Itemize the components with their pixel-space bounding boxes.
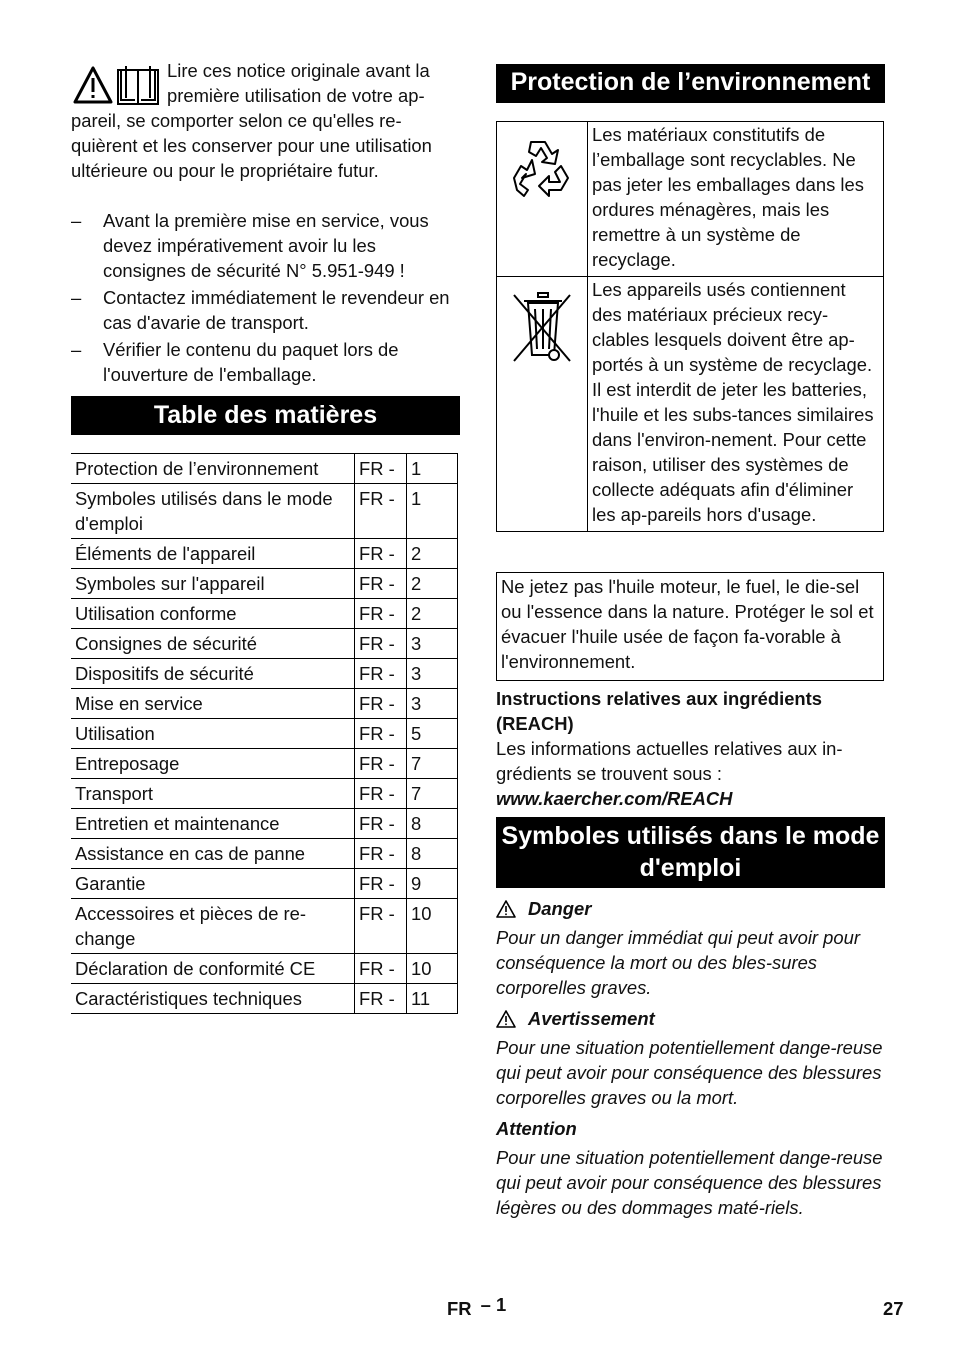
symbol-danger bbox=[496, 896, 885, 1000]
toc-entry-prefix: FR - bbox=[355, 899, 407, 954]
toc-entry-prefix: FR - bbox=[355, 599, 407, 629]
toc-entry-page: 9 bbox=[407, 869, 458, 899]
bullet-dash: – bbox=[71, 287, 82, 308]
bullet-dash: – bbox=[71, 339, 82, 360]
toc-entry-prefix: FR - bbox=[355, 454, 407, 484]
toc-entry-title: Symboles utilisés dans le mode d'emploi bbox=[71, 484, 355, 539]
toc-entry-title: Éléments de l'appareil bbox=[71, 539, 355, 569]
toc-entry-prefix: FR - bbox=[355, 689, 407, 719]
symbol-label: Avertissement bbox=[528, 1008, 655, 1029]
warning-triangle-icon bbox=[496, 1010, 516, 1028]
toc-entry-prefix: FR - bbox=[355, 539, 407, 569]
toc-entry-page: 5 bbox=[407, 719, 458, 749]
toc-entry-title: Accessoires et pièces de re-change bbox=[71, 899, 355, 954]
toc-table bbox=[71, 453, 458, 1014]
toc-entry-title: Utilisation bbox=[71, 719, 355, 749]
toc-row[interactable] bbox=[71, 869, 458, 899]
toc-entry-page: 8 bbox=[407, 809, 458, 839]
toc-entry-title: Entreposage bbox=[71, 749, 355, 779]
toc-entry-page: 3 bbox=[407, 659, 458, 689]
toc-entry-title: Transport bbox=[71, 779, 355, 809]
oil-note-box: Ne jetez pas l'huile moteur, le fuel, le die-sel ou l'essence dans la nature. Protéger le sol et évacuer l'huile usée de façon fa-vorable à l'environnement. bbox=[496, 572, 884, 681]
environment-text-2: Les appareils usés contiennent des matériaux précieux recy-clables lesquels doivent être ap-portés à un système de recyclage. Il est interdit de jeter les batteries, l'huile et les subs-tances similaires dans l'environ-nement. Pour cette raison, utiliser des systèmes de collecte adéquats afin d'éliminer les ap-pareils hors d'usage. bbox=[588, 277, 884, 532]
reach-link[interactable]: www.kaercher.com/REACH bbox=[496, 788, 733, 809]
symbol-warning bbox=[496, 1006, 885, 1110]
symbol-text: Pour un danger immédiat qui peut avoir pour conséquence la mort ou des bles-sures corporelles graves. bbox=[496, 927, 860, 998]
toc-entry-prefix: FR - bbox=[355, 569, 407, 599]
symbol-text: Pour une situation potentiellement dange-reuse qui peut avoir pour conséquence des blessures corporelles graves ou la mort. bbox=[496, 1037, 883, 1108]
toc-entry-prefix: FR - bbox=[355, 719, 407, 749]
toc-row[interactable] bbox=[71, 689, 458, 719]
recycle-icon bbox=[505, 134, 579, 212]
warning-and-manual-icon bbox=[71, 62, 161, 108]
toc-row[interactable] bbox=[71, 779, 458, 809]
toc-entry-prefix: FR - bbox=[355, 484, 407, 539]
toc-entry-page: 2 bbox=[407, 569, 458, 599]
toc-entry-page: 1 bbox=[407, 454, 458, 484]
toc-entry-title: Garantie bbox=[71, 869, 355, 899]
toc-entry-prefix: FR - bbox=[355, 984, 407, 1014]
toc-row[interactable] bbox=[71, 719, 458, 749]
reach-body: Les informations actuelles relatives aux in-grédients se trouvent sous : bbox=[496, 738, 843, 784]
toc-row[interactable] bbox=[71, 954, 458, 984]
reach-heading: Instructions relatives aux ingrédients (REACH) bbox=[496, 688, 823, 734]
footer-page-number: 27 bbox=[883, 1298, 904, 1319]
intro-line-2: première utilisation de votre ap- bbox=[167, 85, 425, 106]
toc-entry-title: Utilisation conforme bbox=[71, 599, 355, 629]
toc-row[interactable] bbox=[71, 484, 458, 539]
toc-row[interactable] bbox=[71, 454, 458, 484]
toc-row[interactable] bbox=[71, 839, 458, 869]
toc-entry-title: Assistance en cas de panne bbox=[71, 839, 355, 869]
manual-book-icon bbox=[118, 66, 158, 104]
toc-entry-prefix: FR - bbox=[355, 659, 407, 689]
footer-local-page: – 1 bbox=[480, 1294, 507, 1315]
toc-heading: Table des matières bbox=[71, 396, 460, 435]
reach-body-block bbox=[496, 736, 885, 811]
symbol-heading bbox=[496, 896, 885, 921]
toc-entry-prefix: FR - bbox=[355, 749, 407, 779]
bullet-text: Vérifier le contenu du paquet lors de l'ouverture de l'emballage. bbox=[103, 339, 399, 385]
table-row bbox=[497, 277, 884, 532]
intro-line-1: Lire ces notice originale avant la bbox=[167, 60, 430, 81]
toc-entry-page: 7 bbox=[407, 749, 458, 779]
list-item bbox=[71, 285, 460, 335]
footer-section-label bbox=[447, 1294, 507, 1320]
bullet-dash: – bbox=[71, 210, 82, 231]
toc-entry-page: 2 bbox=[407, 599, 458, 629]
list-item bbox=[71, 208, 460, 283]
symbol-heading bbox=[496, 1116, 885, 1141]
intro-bullet-list bbox=[71, 208, 460, 389]
toc-row[interactable] bbox=[71, 984, 458, 1014]
symbol-attention bbox=[496, 1116, 885, 1220]
warning-triangle-icon bbox=[75, 68, 111, 102]
toc-entry-page: 2 bbox=[407, 539, 458, 569]
footer-section: FR bbox=[447, 1298, 472, 1319]
toc-row[interactable] bbox=[71, 809, 458, 839]
toc-entry-page: 11 bbox=[407, 984, 458, 1014]
toc-entry-title: Mise en service bbox=[71, 689, 355, 719]
intro-block bbox=[71, 58, 460, 183]
toc-entry-page: 8 bbox=[407, 839, 458, 869]
toc-entry-title: Caractéristiques techniques bbox=[71, 984, 355, 1014]
icon-cell bbox=[497, 277, 588, 532]
symbol-label: Attention bbox=[496, 1118, 577, 1139]
toc-entry-page: 1 bbox=[407, 484, 458, 539]
toc-entry-title: Entretien et maintenance bbox=[71, 809, 355, 839]
toc-row[interactable] bbox=[71, 629, 458, 659]
toc-row[interactable] bbox=[71, 599, 458, 629]
toc-entry-prefix: FR - bbox=[355, 869, 407, 899]
symbols-heading: Symboles utilisés dans le mode d'emploi bbox=[496, 817, 885, 888]
toc-row[interactable] bbox=[71, 569, 458, 599]
list-item bbox=[71, 337, 460, 387]
toc-entry-page: 3 bbox=[407, 629, 458, 659]
toc-entry-title: Symboles sur l'appareil bbox=[71, 569, 355, 599]
toc-entry-prefix: FR - bbox=[355, 779, 407, 809]
warning-triangle-icon bbox=[496, 900, 516, 918]
intro-rest: pareil, se comporter selon ce qu'elles re-quièrent et les conserver pour une utilisation ultérieure ou pour le propriétaire futur. bbox=[71, 110, 432, 181]
toc-entry-title: Protection de l’environnement bbox=[71, 454, 355, 484]
symbol-heading bbox=[496, 1006, 885, 1031]
toc-row[interactable] bbox=[71, 749, 458, 779]
environment-text-1: Les matériaux constitutifs de l’emballage sont recyclables. Ne pas jeter les emballages dans les ordures ménagères, mais les remettre à un système de recyclage. bbox=[588, 122, 884, 277]
toc-entry-prefix: FR - bbox=[355, 954, 407, 984]
toc-entry-page: 10 bbox=[407, 899, 458, 954]
environment-table bbox=[496, 121, 884, 532]
symbol-label: Danger bbox=[528, 898, 592, 919]
toc-entry-page: 10 bbox=[407, 954, 458, 984]
bullet-text: Avant la première mise en service, vous devez impérativement avoir lu les consignes de sécurité N° 5.951-949 ! bbox=[103, 210, 429, 281]
crossed-bin-icon bbox=[510, 289, 574, 365]
toc-entry-title: Dispositifs de sécurité bbox=[71, 659, 355, 689]
toc-entry-prefix: FR - bbox=[355, 839, 407, 869]
bullet-text: Contactez immédiatement le revendeur en cas d'avarie de transport. bbox=[103, 287, 450, 333]
environment-heading: Protection de l’environnement bbox=[496, 64, 885, 103]
toc-row[interactable] bbox=[71, 899, 458, 954]
toc-row[interactable] bbox=[71, 539, 458, 569]
toc-entry-page: 7 bbox=[407, 779, 458, 809]
table-row bbox=[497, 122, 884, 277]
toc-entry-title: Consignes de sécurité bbox=[71, 629, 355, 659]
symbol-text: Pour une situation potentiellement dange-reuse qui peut avoir pour conséquence des blessures légères ou des dommages maté-riels. bbox=[496, 1147, 883, 1218]
toc-entry-prefix: FR - bbox=[355, 809, 407, 839]
icon-cell bbox=[497, 122, 588, 277]
toc-entry-prefix: FR - bbox=[355, 629, 407, 659]
toc-row[interactable] bbox=[71, 659, 458, 689]
toc-entry-title: Déclaration de conformité CE bbox=[71, 954, 355, 984]
toc-entry-page: 3 bbox=[407, 689, 458, 719]
